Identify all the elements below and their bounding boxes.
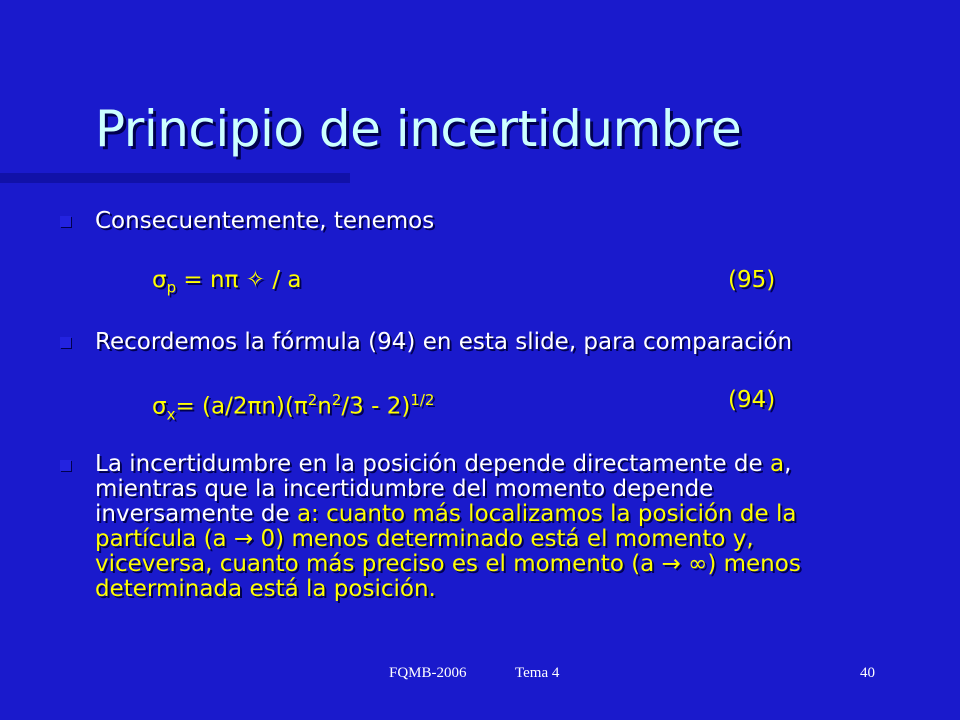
- text-run: La incertidumbre en la posición depende directamente de: [95, 451, 770, 477]
- equation-part: n: [317, 393, 332, 420]
- para-line-1: [95, 452, 835, 477]
- equation-part: = (a/2πn)(π: [175, 393, 308, 420]
- highlight-run: a: cuanto más localizamos la posición de la: [296, 501, 797, 527]
- equation-95: [152, 268, 301, 300]
- footer-page-number: 40: [860, 665, 875, 681]
- bullet-text-2: Recordemos la fórmula (94) en esta slide, para comparación: [95, 329, 793, 355]
- equation-body: = nπ ✧ / a: [176, 267, 302, 293]
- sigma-subscript: p: [166, 278, 177, 297]
- para-line-6: determinada está la posición.: [95, 576, 436, 602]
- bullet-square-icon: [60, 216, 71, 227]
- slide-title: Principio de incertidumbre: [95, 100, 742, 158]
- highlight-run: a: [769, 451, 785, 477]
- equation-95-number: (95): [728, 267, 776, 293]
- para-line-3: [95, 502, 835, 527]
- sigma-symbol: σ: [152, 267, 167, 293]
- sigma-subscript: x: [166, 405, 176, 424]
- para-line-5: viceversa, cuanto más preciso es el momento (a → ∞) menos: [95, 551, 801, 577]
- equation-94-number: (94): [728, 387, 776, 413]
- text-run: ,: [784, 451, 792, 477]
- superscript: 1/2: [410, 391, 435, 409]
- bullet-square-icon: [60, 337, 71, 348]
- bullet-square-icon: [60, 460, 71, 471]
- para-line-2: mientras que la incertidumbre del momento depende: [95, 476, 714, 502]
- equation-94: [152, 388, 434, 426]
- sigma-symbol: σ: [152, 393, 167, 420]
- superscript: 2: [307, 391, 318, 409]
- bullet-text-1: Consecuentemente, tenemos: [95, 208, 435, 234]
- para-line-4: partícula (a → 0) menos determinado está el momento y,: [95, 526, 754, 552]
- title-underline-bar: [0, 173, 350, 183]
- bullet-paragraph-3: [95, 452, 835, 602]
- superscript: 2: [331, 391, 342, 409]
- footer-topic: Tema 4: [515, 665, 560, 681]
- text-run: inversamente de: [95, 501, 297, 527]
- footer-course: FQMB-2006: [389, 665, 467, 681]
- equation-part: /3 - 2): [341, 393, 411, 420]
